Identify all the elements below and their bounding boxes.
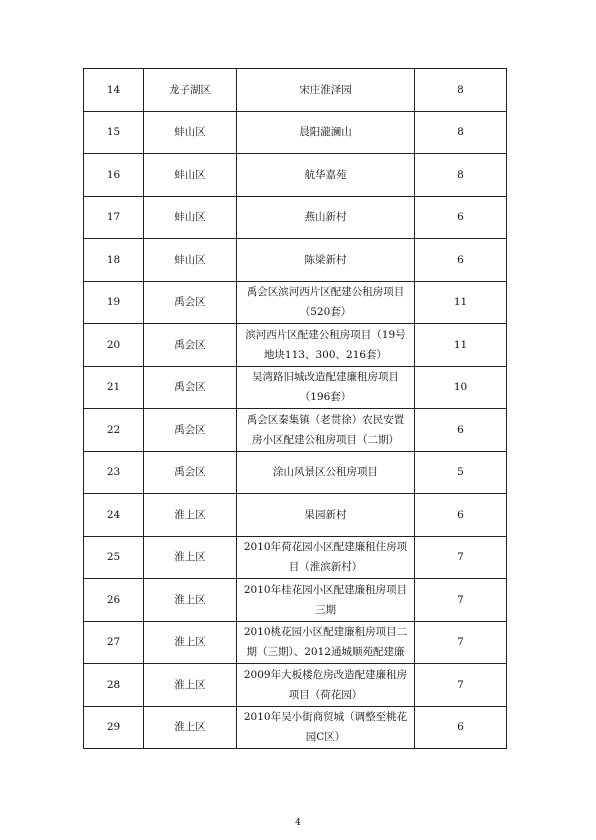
count-cell: 8 bbox=[415, 154, 507, 197]
table-row bbox=[84, 324, 507, 367]
project-name-cell: 2010年荷花园小区配建廉租住房项目（淮滨新村） bbox=[237, 536, 415, 579]
count-cell: 6 bbox=[415, 409, 507, 452]
project-name-cell: 2009年大板楼危房改造配建廉租房项目（荷花园） bbox=[237, 664, 415, 707]
count-cell: 6 bbox=[415, 706, 507, 749]
count-cell: 7 bbox=[415, 579, 507, 622]
table-row bbox=[84, 366, 507, 409]
row-number: 17 bbox=[84, 196, 144, 239]
project-name-cell: 禹会区秦集镇（老贯徐）农民安置房小区配建公租房项目（二期） bbox=[237, 409, 415, 452]
district-cell: 禹会区 bbox=[144, 451, 237, 494]
project-name-cell: 果园新村 bbox=[237, 494, 415, 537]
table-row bbox=[84, 239, 507, 282]
district-cell: 蚌山区 bbox=[144, 239, 237, 282]
count-cell: 6 bbox=[415, 239, 507, 282]
table-row bbox=[84, 281, 507, 324]
row-number: 24 bbox=[84, 494, 144, 537]
row-number: 27 bbox=[84, 621, 144, 664]
project-name-cell: 禹会区滨河西片区配建公租房项目（520套） bbox=[237, 281, 415, 324]
row-number: 25 bbox=[84, 536, 144, 579]
district-cell: 淮上区 bbox=[144, 536, 237, 579]
table-row bbox=[84, 494, 507, 537]
count-cell: 7 bbox=[415, 621, 507, 664]
project-name-cell: 吴湾路旧城改造配建廉租房项目（196套） bbox=[237, 366, 415, 409]
district-cell: 龙子湖区 bbox=[144, 69, 237, 112]
row-number: 26 bbox=[84, 579, 144, 622]
count-cell: 7 bbox=[415, 536, 507, 579]
page-number: 4 bbox=[295, 818, 301, 828]
project-name-cell: 涂山风景区公租房项目 bbox=[237, 451, 415, 494]
row-number: 16 bbox=[84, 154, 144, 197]
count-cell: 8 bbox=[415, 69, 507, 112]
row-number: 22 bbox=[84, 409, 144, 452]
housing-allocation-table bbox=[83, 68, 507, 749]
project-name-cell: 陈梁新村 bbox=[237, 239, 415, 282]
table-row bbox=[84, 579, 507, 622]
count-cell: 8 bbox=[415, 111, 507, 154]
table-row bbox=[84, 196, 507, 239]
row-number: 23 bbox=[84, 451, 144, 494]
district-cell: 淮上区 bbox=[144, 706, 237, 749]
project-name-cell: 2010桃花园小区配建廉租房项目二期（三期）、2012通城顺苑配建廉 bbox=[237, 621, 415, 664]
row-number: 20 bbox=[84, 324, 144, 367]
district-cell: 禹会区 bbox=[144, 281, 237, 324]
count-cell: 11 bbox=[415, 281, 507, 324]
table-row bbox=[84, 409, 507, 452]
count-cell: 5 bbox=[415, 451, 507, 494]
count-cell: 6 bbox=[415, 494, 507, 537]
row-number: 15 bbox=[84, 111, 144, 154]
district-cell: 禹会区 bbox=[144, 366, 237, 409]
district-cell: 淮上区 bbox=[144, 621, 237, 664]
project-name-cell: 2010年桂花园小区配建廉租房项目三期 bbox=[237, 579, 415, 622]
district-cell: 淮上区 bbox=[144, 494, 237, 537]
row-number: 29 bbox=[84, 706, 144, 749]
table-row bbox=[84, 154, 507, 197]
project-name-cell: 航华嘉苑 bbox=[237, 154, 415, 197]
district-cell: 蚌山区 bbox=[144, 154, 237, 197]
table-row bbox=[84, 664, 507, 707]
table-row bbox=[84, 69, 507, 112]
count-cell: 6 bbox=[415, 196, 507, 239]
project-name-cell: 滨河西片区配建公租房项目（19号地块113、300、216套） bbox=[237, 324, 415, 367]
district-cell: 淮上区 bbox=[144, 664, 237, 707]
row-number: 21 bbox=[84, 366, 144, 409]
table-row bbox=[84, 111, 507, 154]
district-cell: 蚌山区 bbox=[144, 196, 237, 239]
project-name-cell: 晨阳瀧澜山 bbox=[237, 111, 415, 154]
table-row bbox=[84, 451, 507, 494]
row-number: 14 bbox=[84, 69, 144, 112]
district-cell: 淮上区 bbox=[144, 579, 237, 622]
district-cell: 禹会区 bbox=[144, 409, 237, 452]
district-cell: 蚌山区 bbox=[144, 111, 237, 154]
district-cell: 禹会区 bbox=[144, 324, 237, 367]
table-row bbox=[84, 621, 507, 664]
count-cell: 10 bbox=[415, 366, 507, 409]
row-number: 28 bbox=[84, 664, 144, 707]
project-name-cell: 2010年吴小街商贸城（调整至桃花园C区） bbox=[237, 706, 415, 749]
count-cell: 11 bbox=[415, 324, 507, 367]
table-row bbox=[84, 706, 507, 749]
project-name-cell: 燕山新村 bbox=[237, 196, 415, 239]
project-name-cell: 宋庄淮泽园 bbox=[237, 69, 415, 112]
row-number: 19 bbox=[84, 281, 144, 324]
row-number: 18 bbox=[84, 239, 144, 282]
count-cell: 7 bbox=[415, 664, 507, 707]
table-row bbox=[84, 536, 507, 579]
